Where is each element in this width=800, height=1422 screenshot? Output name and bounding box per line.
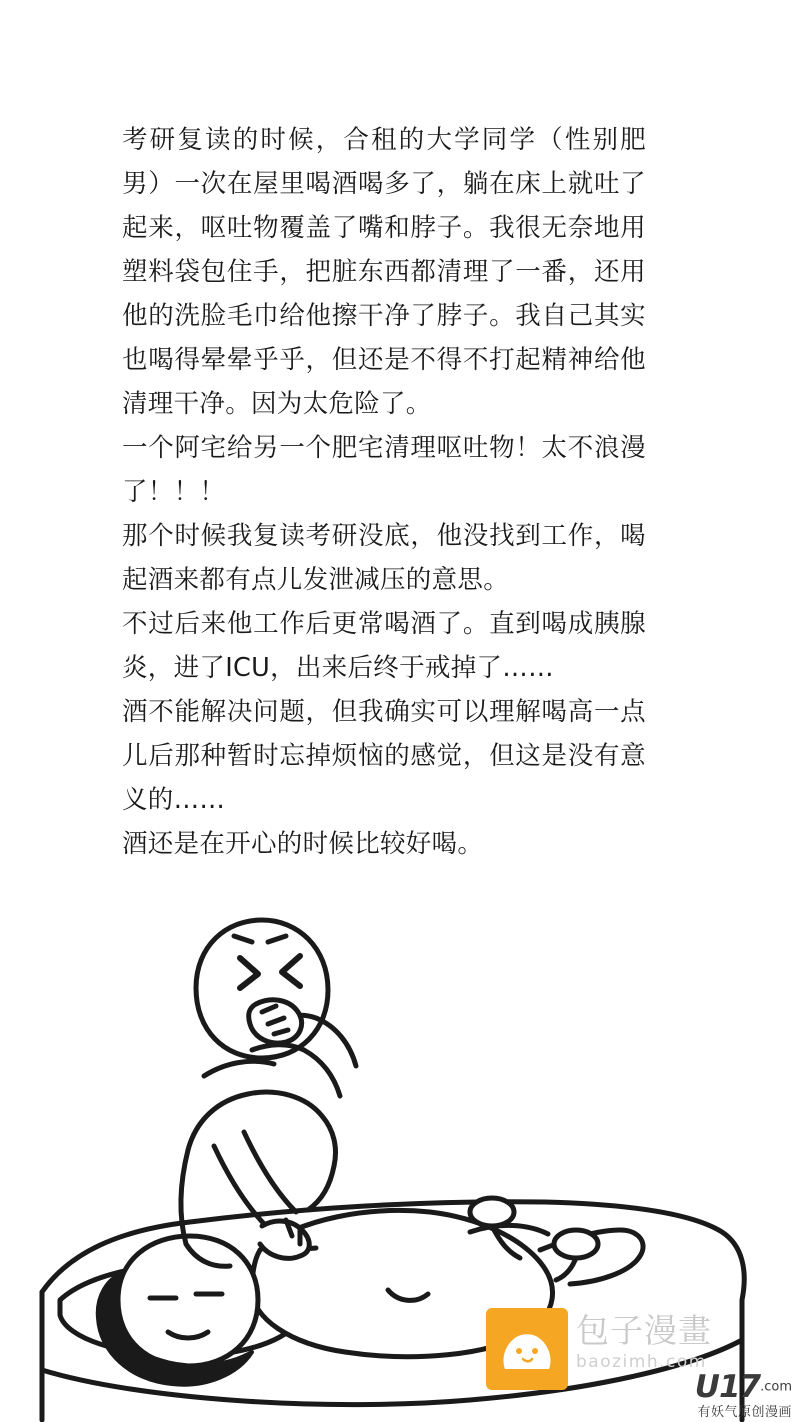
sitting-torso-top — [188, 1092, 336, 1166]
ankle-right — [556, 1258, 576, 1280]
collar — [204, 1061, 274, 1076]
baozimh-brand-title: 包子漫畫 — [576, 1311, 712, 1350]
baozimh-watermark — [576, 1312, 796, 1372]
foot-right — [554, 1230, 598, 1258]
bun-glyph-icon — [499, 1329, 555, 1373]
u17-watermark — [695, 1369, 792, 1420]
story-text-block — [122, 118, 646, 866]
paragraph-1: 考研复读的时候，合租的大学同学（性别肥男）一次在屋里喝酒喝多了，躺在床上就吐了起来，呕吐物覆盖了嘴和脖子。我很无奈地用塑料袋包住手，把脏东西都清理了一番，还用他的洗脸毛巾给他擦干净了脖子。我自己其实也喝得晕晕乎乎，但还是不得不打起精神给他清理干净。因为太危险了。 — [122, 125, 646, 419]
foot-left — [470, 1198, 514, 1226]
paragraph-6: 酒还是在开心的时候比较好喝。 — [122, 829, 484, 859]
u17-domain-text: .com — [760, 1379, 792, 1395]
paragraph-2: 一个阿宅给另一个肥宅清理呕吐物！太不浪漫了！！！ — [122, 433, 646, 507]
u17-logo-text: U17 — [694, 1369, 761, 1405]
sitting-torso-right — [308, 1166, 334, 1210]
sitting-torso-left — [181, 1150, 188, 1244]
u17-tagline: 有妖气原创漫画 — [697, 1405, 792, 1420]
paragraph-5: 酒不能解决问题，但我确实可以理解喝高一点儿后那种暂时忘掉烦恼的感觉，但这是没有意义的…… — [122, 697, 646, 815]
lying-head — [118, 1236, 258, 1366]
paragraph-4: 不过后来他工作后更常喝酒了。直到喝成胰腺炎，进了ICU，出来后终于戒掉了…… — [122, 609, 646, 683]
baozimh-brand-domain: baozimh.com — [576, 1352, 707, 1372]
paragraph-3: 那个时候我复读考研没底，他没找到工作，喝起酒来都有点儿发泄减压的意思。 — [122, 521, 646, 595]
baozimh-logo-icon — [486, 1308, 568, 1390]
